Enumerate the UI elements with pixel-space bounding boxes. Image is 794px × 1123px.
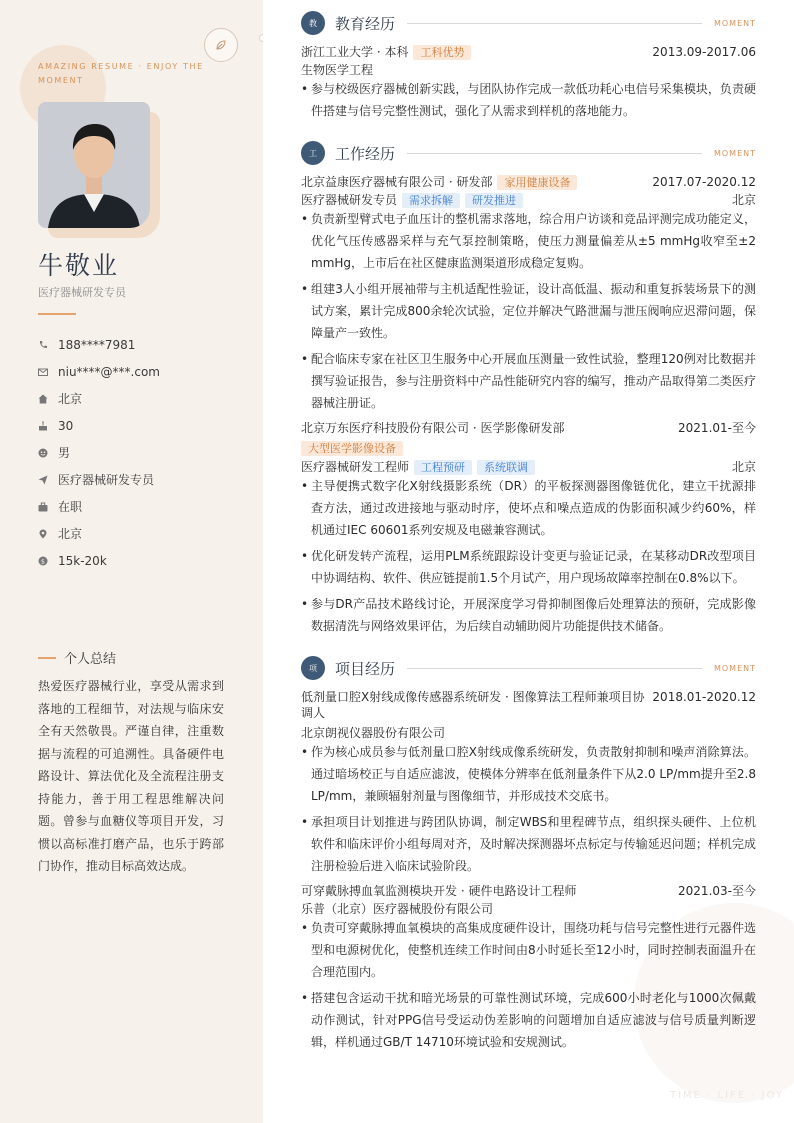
section-tag: MOMENT [713, 148, 756, 158]
phone-icon [38, 340, 58, 350]
avatar [38, 102, 150, 228]
info-value: 医疗器械研发专员 [58, 473, 155, 487]
project-company: 北京朗视仪器股份有限公司 [301, 726, 446, 740]
candidate-name: 牛敬业 [38, 251, 120, 280]
education-major-row [301, 62, 756, 78]
section-header-project [301, 656, 756, 680]
work-city: 北京 [731, 460, 756, 474]
list-item: • 配合临床专家在社区卫生服务中心开展血压测量一致性试验，整理120例对比数据并撰写验证报告，参与注册资料中产品性能研究内容的编写，推动产品取得第二类医疗器械注册证。 [301, 348, 756, 415]
major: 生物医学工程 [301, 63, 374, 77]
work-2-role [301, 459, 756, 475]
gender-icon [38, 448, 58, 458]
company-tag: 大型医学影像设备 [301, 441, 403, 456]
info-value: niu****@***.com [58, 364, 160, 379]
section-divider [407, 668, 702, 669]
section-tag: MOMENT [713, 663, 756, 673]
leaf-badge-icon [204, 28, 238, 62]
home-icon [38, 394, 58, 404]
project-date: 2018.01-2020.12 [652, 690, 756, 704]
work-2-header [301, 420, 756, 436]
info-target-city [38, 520, 248, 547]
work-2-tag-row [301, 441, 756, 456]
location-pin-icon [38, 529, 58, 539]
section-badge: 工 [301, 141, 325, 165]
skill-tag: 需求拆解 [402, 193, 460, 208]
skill-tag: 工程预研 [414, 460, 472, 475]
slogan: AMAZING RESUME · ENJOY THE MOMENT [38, 62, 204, 85]
list-item: • 负责新型臂式电子血压计的整机需求落地，综合用户访谈和竞品评测完成功能定义，优化气压传感器采样与充气泵控制策略，使压力测量偏差从±5 mmHg收窄至±2 mmHg，上市后在社区健康监测渠道形成稳定复购。 [301, 208, 756, 275]
project-date: 2021.03-至今 [678, 884, 756, 898]
company-name: 北京万东医疗科技股份有限公司 · 医学影像研发部 [301, 421, 565, 435]
info-value: 30 [58, 418, 74, 433]
info-value: 15k-20k [58, 553, 107, 568]
info-value: 在职 [58, 500, 83, 514]
info-value: 男 [58, 446, 71, 460]
section-title: 项目经历 [335, 659, 396, 678]
section-header-work [301, 141, 756, 165]
project-name: 可穿戴脉搏血氧监测模块开发 · 硬件电路设计工程师 [301, 884, 577, 898]
list-item: • 作为核心成员参与低剂量口腔X射线成像系统研发，负责散射抑制和噪声消除算法。通过暗场校正与自适应滤波，使模体分辨率在低剂量条件下从2.0 LP/mm提升至2.8 LP/mm，兼顾辐射剂量与图像细节，并形成技术交底书。 [301, 741, 756, 808]
divider [38, 313, 76, 315]
info-value: 北京 [58, 527, 83, 541]
candidate-position: 医疗器械研发专员 [38, 286, 126, 299]
work-date: 2021.01-至今 [678, 421, 756, 435]
list-item: • 参与校级医疗器械创新实践，与团队协作完成一款低功耗心电信号采集模块，负责硬件搭建与信号完整性测试，强化了从需求到样机的落地能力。 [301, 78, 756, 122]
send-icon [38, 475, 58, 485]
skill-tag: 系统联调 [477, 460, 535, 475]
summary-title: 个人总结 [64, 652, 117, 667]
list-item: • 承担项目计划推进与跨团队协调，制定WBS和里程碑节点，组织探头硬件、上位机软件和临床评价小组每周对齐，及时解决探测器坏点标定与传输延迟问题；样机完成注册检验后进入临床试验阶段。 [301, 811, 756, 878]
list-item: • 搭建包含运动干扰和暗光场景的可靠性测试环境，完成600小时老化与1000次佩戴动作测试，针对PPG信号受运动伪差影响的问题增加自适应滤波与信号质量判断逻辑，样机通过GB/T 14710环境试验和安规测试。 [301, 987, 756, 1054]
contact-info-list [38, 331, 248, 574]
summary-text: 热爱医疗器械行业，享受从需求到落地的工程细节，对法规与临床安全有天然敬畏。严谨自律，注重数据与流程的可追溯性。具备硬件电路设计、算法优化及全流程注册支持能力，善于用工程思维解决问题。曾参与血糖仪等项目开发，习惯以高标准打磨产品，也乐于跨部门协作，推动目标高效达成。 [38, 679, 224, 873]
info-phone [38, 331, 248, 358]
work-date: 2017.07-2020.12 [652, 175, 756, 189]
company-name: 北京益康医疗器械有限公司 · 研发部 [301, 175, 493, 189]
cake-icon [38, 421, 58, 431]
mail-icon [38, 367, 58, 377]
info-age [38, 412, 248, 439]
info-target-position [38, 466, 248, 493]
project-1-header [301, 689, 756, 721]
list-item: • 优化研发转产流程，运用PLM系统跟踪设计变更与验证记录，在某移动DR改型项目中协调结构、软件、供应链提前1.5个月试产，用户现场故障率控制在0.8%以下。 [301, 545, 756, 589]
project-2-header [301, 883, 756, 899]
summary-heading [38, 648, 116, 667]
section-tag: MOMENT [713, 18, 756, 28]
company-tag: 家用健康设备 [497, 175, 577, 190]
section-title: 工作经历 [335, 144, 396, 163]
section-badge: 项 [301, 656, 325, 680]
info-hometown [38, 385, 248, 412]
info-salary [38, 547, 248, 574]
work-city: 北京 [731, 193, 756, 207]
info-email [38, 358, 248, 385]
money-icon [38, 556, 58, 566]
info-value: 北京 [58, 392, 83, 406]
list-item: • 负责可穿戴脉搏血氧模块的高集成度硬件设计，围绕功耗与信号完整性进行元器件选型和电源树优化，使整机连续工作时间由8小时延长至12小时，同时控制表面温升在合理范围内。 [301, 917, 756, 984]
list-item: • 参与DR产品技术路线讨论，开展深度学习骨抑制图像后处理算法的预研，完成影像数据清洗与网络效果评估，为后续自动辅助阅片功能提供技术储备。 [301, 593, 756, 637]
list-item: • 组建3人小组开展袖带与主机适配性验证，设计高低温、振动和重复拆装场景下的测试方案，累计完成800余轮次试验，定位并解决气路泄漏与泄压阀响应迟滞问题，保障量产一致性。 [301, 278, 756, 345]
job-role: 医疗器械研发专员 [301, 193, 398, 207]
education-date: 2013.09-2017.06 [652, 45, 756, 59]
list-item: • 主导便携式数字化X射线摄影系统（DR）的平板探测器图像链优化，建立干扰源排查方法，通过改进接地与驱动时序，使坏点和噪点造成的伪影面积减少约60%，样机通过IEC 60601系列安规及电磁兼容测试。 [301, 475, 756, 542]
skill-tag: 研发推进 [465, 193, 523, 208]
project-2-company-row [301, 901, 756, 917]
heading-dash [38, 657, 56, 659]
work-1-role [301, 192, 756, 208]
section-divider [407, 23, 702, 24]
briefcase-icon [38, 502, 58, 512]
education-header [301, 44, 756, 60]
info-status [38, 493, 248, 520]
section-divider [407, 153, 702, 154]
job-role: 医疗器械研发工程师 [301, 460, 410, 474]
info-gender [38, 439, 248, 466]
project-1-company-row [301, 725, 756, 741]
section-title: 教育经历 [335, 14, 396, 33]
sidebar [0, 0, 263, 1123]
decorative-dot [259, 34, 263, 42]
school-tag: 工科优势 [413, 45, 471, 60]
school-name: 浙江工业大学 · 本科 [301, 45, 409, 59]
section-header-education [301, 11, 756, 35]
project-company: 乐普（北京）医疗器械股份有限公司 [301, 902, 494, 916]
watermark: TIME · LIFE · JOY [670, 1090, 785, 1101]
svg-text:$: $ [40, 556, 46, 565]
work-1-header [301, 174, 756, 190]
project-name: 低剂量口腔X射线成像传感器系统研发 · 图像算法工程师兼项目协调人 [301, 690, 645, 720]
section-badge: 教 [301, 11, 325, 35]
info-value: 188****7981 [58, 337, 136, 352]
